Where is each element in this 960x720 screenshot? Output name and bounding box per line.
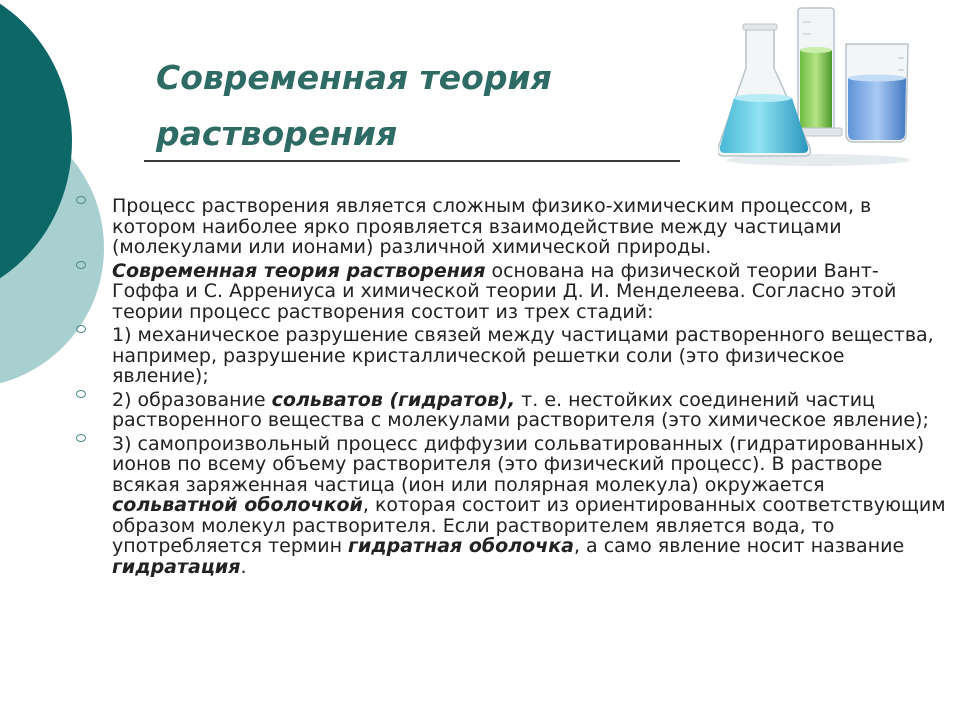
bullet-item: Современная теория растворения основана на физической теории Вант-Гоффа и С. Аррениуса и химической теории Д. И. Менделеева. Согласно этой теории процесс растворения состоит из трех стадий: (74, 261, 946, 323)
bullet-marker (76, 261, 86, 269)
bullet-item: 2) образование сольватов (гидратов), т. е. нестойких соединений частиц растворенного вещества с молекулами растворителя (это химическое явление); (74, 390, 946, 431)
bullet-marker (76, 196, 86, 204)
emphasis-term: Современная теория растворения (112, 259, 486, 282)
emphasis-term: гидратация (112, 555, 241, 578)
bullet-item: 1) механическое разрушение связей между частицами растворенного вещества, например, разрушение кристаллической решетки соли (это физическое явление); (74, 325, 946, 387)
bullet-marker (76, 390, 86, 398)
bullet-marker (76, 325, 86, 333)
emphasis-term: гидратная оболочка (348, 535, 574, 557)
lab-glassware-image (718, 2, 914, 168)
title-underline (144, 160, 680, 162)
erlenmeyer-flask (718, 24, 810, 156)
bullet-list (74, 196, 946, 580)
beaker (846, 44, 908, 142)
emphasis-term: сольватов (гидратов), (271, 388, 516, 411)
slide-title: Современная теория растворения (156, 58, 552, 153)
bullet-item: Процесс растворения является сложным физико-химическим процессом, в котором наиболее ярко проявляется взаимодействие между частицами (молекулами или ионами) различной химической природы. (74, 196, 946, 258)
bullet-item: 3) самопроизвольный процесс диффузии сольватированных (гидратированных) ионов по всему объему растворителя (это физический процесс). В растворе всякая заряженная частица (ион или полярная молекула) окружается сольватной оболочкой, которая состоит из ориентированных соответствующим образом молекул растворителя. Если растворителем является вода, то употребляется термин гидратная оболочка, а само явление носит название гидратация. (74, 434, 946, 578)
bullet-marker (76, 434, 86, 442)
emphasis-term: сольватной оболочкой (112, 494, 363, 516)
